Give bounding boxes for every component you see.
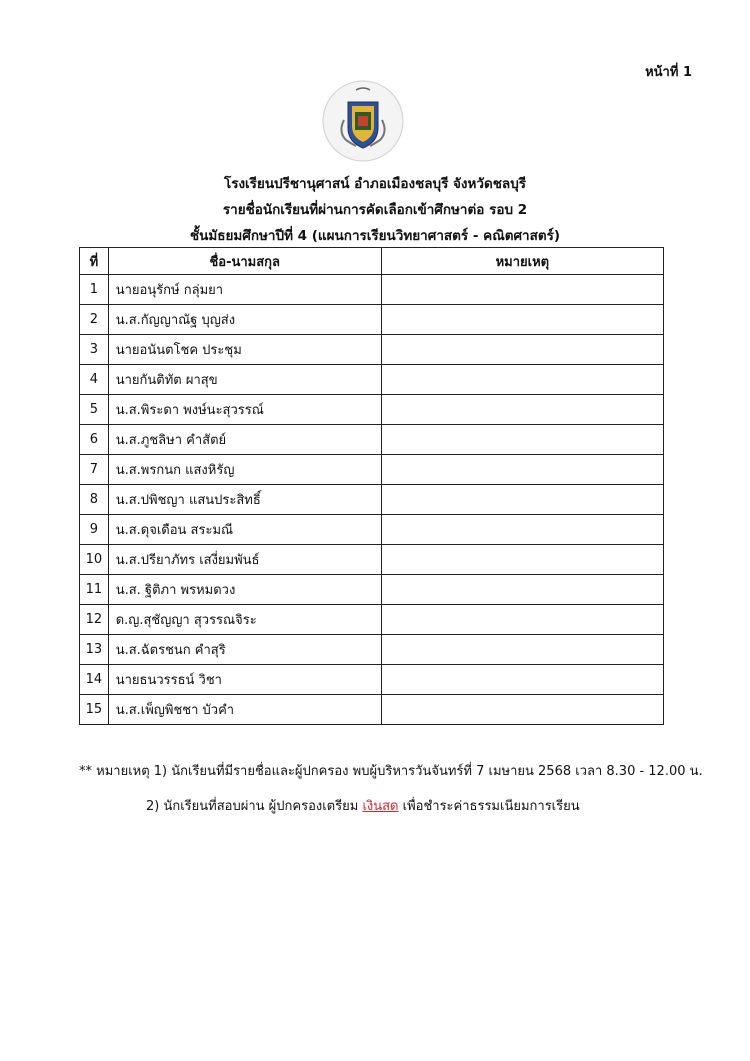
table-row <box>80 515 664 545</box>
row-note <box>381 335 663 365</box>
row-no: 6 <box>80 425 109 455</box>
row-note <box>381 365 663 395</box>
table-row <box>80 695 664 725</box>
row-name: น.ส.ฉัตรชนก คำสุริ <box>108 635 381 665</box>
row-name: น.ส. ฐิติภา พรหมดวง <box>108 575 381 605</box>
table-row <box>80 425 664 455</box>
row-name: นายธนวรรธน์ วิชา <box>108 665 381 695</box>
table-row <box>80 395 664 425</box>
row-note <box>381 455 663 485</box>
header-name: ชื่อ-นามสกุล <box>108 248 381 275</box>
cash-highlight: เงินสด <box>362 799 399 814</box>
row-note <box>381 695 663 725</box>
table-row <box>80 605 664 635</box>
table-row <box>80 305 664 335</box>
table-row <box>80 635 664 665</box>
table-row <box>80 335 664 365</box>
row-note <box>381 395 663 425</box>
row-no: 11 <box>80 575 109 605</box>
table-row <box>80 665 664 695</box>
row-name: น.ส.กัญญาณัฐ บุญส่ง <box>108 305 381 335</box>
row-name: ด.ญ.สุชัญญา สุวรรณจิระ <box>108 605 381 635</box>
note-line-2-end: เพื่อชำระค่าธรรมเนียมการเรียน <box>398 799 580 814</box>
row-no: 14 <box>80 665 109 695</box>
row-note <box>381 425 663 455</box>
row-note <box>381 635 663 665</box>
row-note <box>381 605 663 635</box>
row-note <box>381 485 663 515</box>
table-row <box>80 545 664 575</box>
school-logo <box>322 80 404 162</box>
row-no: 12 <box>80 605 109 635</box>
row-no: 5 <box>80 395 109 425</box>
note-line-1: ** หมายเหตุ 1) นักเรียนที่มีรายชื่อและผู้ปกครอง พบผู้บริหารวันจันทร์ที่ 7 เมษายน 2568 เวลา 8.30 - 12.00 น. <box>79 764 703 779</box>
row-name: น.ส.ปพิชญา แสนประสิทธิ์ <box>108 485 381 515</box>
row-no: 3 <box>80 335 109 365</box>
note-line-2 <box>79 795 703 816</box>
row-note <box>381 515 663 545</box>
row-name: น.ส.พิระดา พงษ์นะสุวรรณ์ <box>108 395 381 425</box>
row-note <box>381 545 663 575</box>
row-no: 15 <box>80 695 109 725</box>
row-no: 10 <box>80 545 109 575</box>
table-header-row <box>80 248 664 275</box>
document-title: รายชื่อนักเรียนที่ผ่านการคัดเลือกเข้าศึกษาต่อ รอบ 2 <box>222 202 528 218</box>
row-no: 13 <box>80 635 109 665</box>
row-name: นายกันติทัต ผาสุข <box>108 365 381 395</box>
table-row <box>80 365 664 395</box>
row-name: น.ส.ปรียาภัทร เสงี่ยมพันธ์ <box>108 545 381 575</box>
table-row <box>80 455 664 485</box>
header-no: ที่ <box>80 248 109 275</box>
student-table <box>79 247 664 725</box>
row-name: น.ส.เพ็ญพิชชา บัวคำ <box>108 695 381 725</box>
row-no: 8 <box>80 485 109 515</box>
row-note <box>381 575 663 605</box>
row-name: นายอนันตโชค ประชุม <box>108 335 381 365</box>
row-no: 2 <box>80 305 109 335</box>
row-name: น.ส.พรกนก แสงหิรัญ <box>108 455 381 485</box>
header-note: หมายเหตุ <box>381 248 663 275</box>
row-no: 7 <box>80 455 109 485</box>
school-name: โรงเรียนปรีชานุศาสน์ อำภอเมืองชลบุรี จังหวัดชลบุรี <box>223 176 527 192</box>
notes-section <box>79 760 703 816</box>
table-row <box>80 485 664 515</box>
note-line-2-start: 2) นักเรียนที่สอบผ่าน ผู้ปกครองเตรียม <box>146 799 363 814</box>
row-name: นายอนุรักษ์ กลุ่มยา <box>108 275 381 305</box>
row-no: 9 <box>80 515 109 545</box>
row-note <box>381 305 663 335</box>
row-name: น.ส.ภูชลิษา คำสัตย์ <box>108 425 381 455</box>
row-note <box>381 665 663 695</box>
row-note <box>381 275 663 305</box>
table-row <box>80 575 664 605</box>
row-no: 4 <box>80 365 109 395</box>
row-no: 1 <box>80 275 109 305</box>
page-number: หน้าที่ 1 <box>645 65 692 80</box>
row-name: น.ส.ดุจเดือน สระมณี <box>108 515 381 545</box>
program-title: ชั้นมัธยมศึกษาปีที่ 4 (แผนการเรียนวิทยาศาสตร์ - คณิตศาสตร์) <box>189 228 561 244</box>
table-row <box>80 275 664 305</box>
